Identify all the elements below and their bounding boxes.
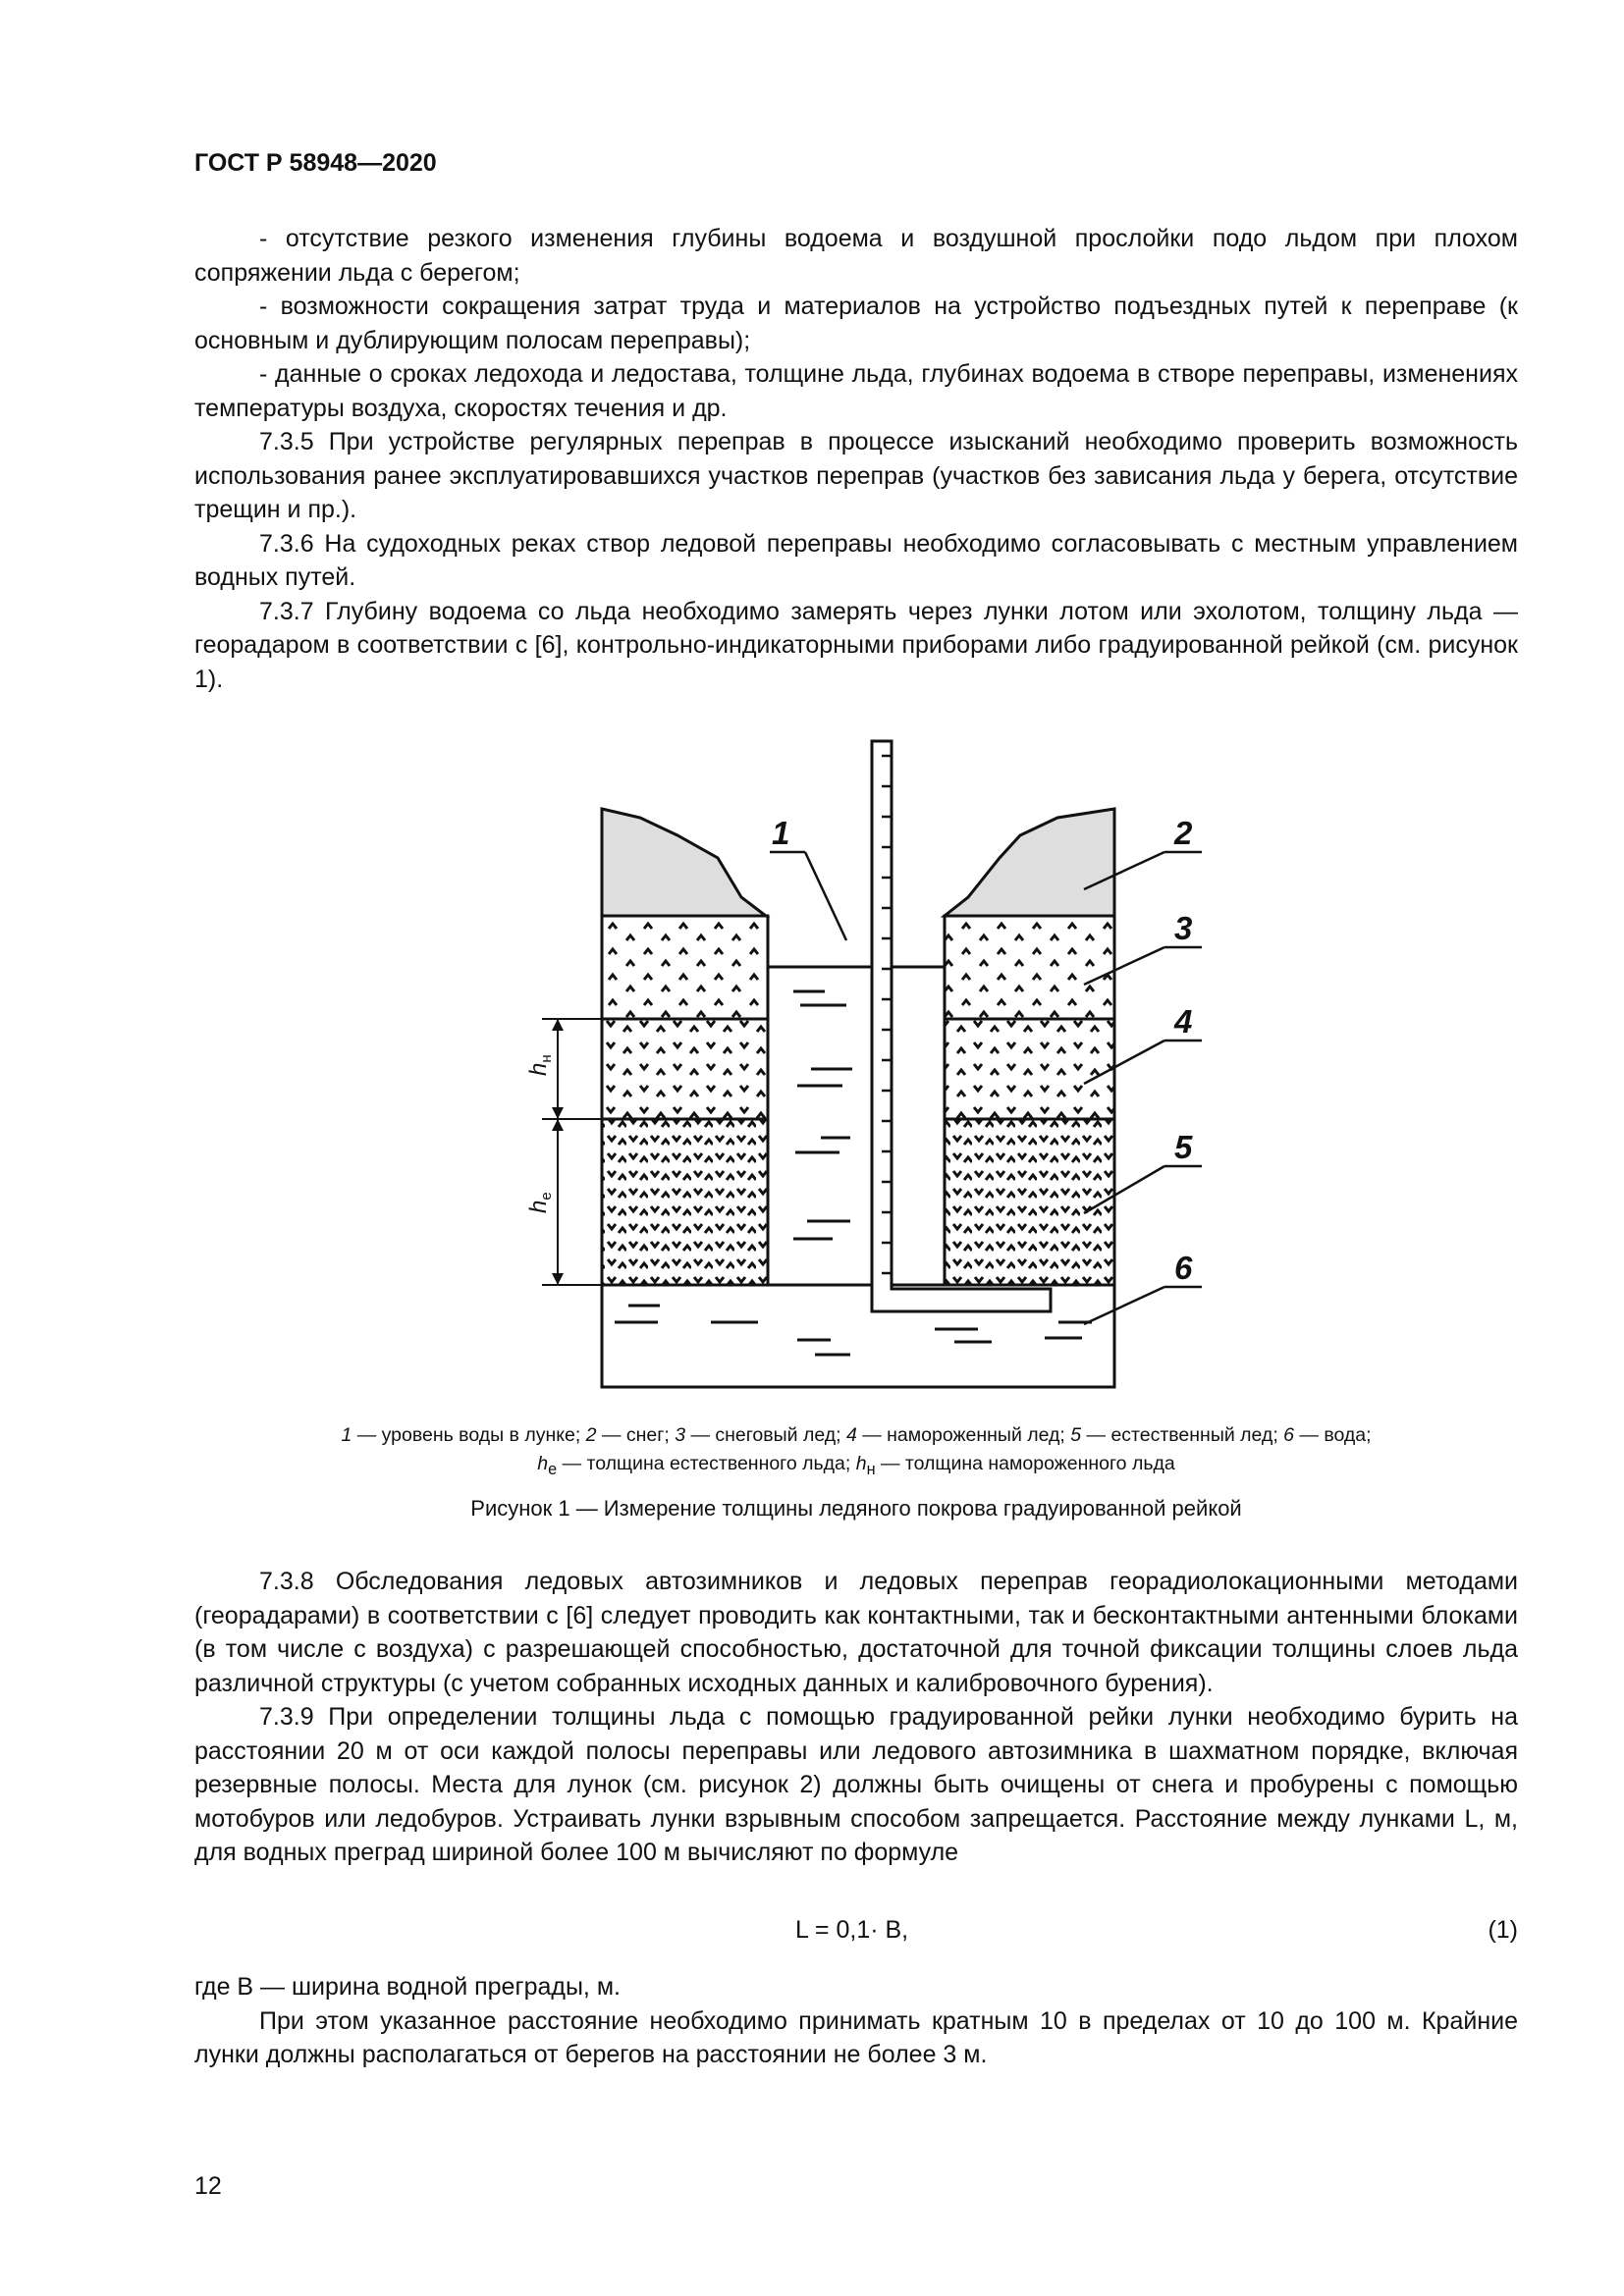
- dim-label-h-frozen: $h_н$: [525, 1054, 555, 1076]
- snow-ice-right: [945, 916, 1114, 1019]
- snow-right: [945, 809, 1114, 916]
- paragraph: 7.3.8 Обследования ледовых автозимников и ледовых переправ георадиолокационными методами (георадарами) в соответствии с [6] следует проводить как контактными, так и бесконтактными антенными блоками (в том числе с воздуха) с разрешающей способностью, достаточной для точной фиксации толщины слоев льда различной структуры (с учетом собранных исходных данных и калибровочного бурения).: [194, 1568, 1518, 1697]
- left-ice-column: [602, 809, 768, 1285]
- snow-ice-left: [602, 916, 768, 1019]
- paragraph: При этом указанное расстояние необходимо принимать кратным 10 в пределах от 10 до 100 м. Крайние лунки должны располагаться от берегов на расстоянии не более 3 м.: [194, 2006, 1518, 2068]
- label-6: 6: [1174, 1250, 1193, 1286]
- label-5: 5: [1174, 1129, 1193, 1165]
- formula-number: (1): [1488, 1916, 1518, 1944]
- paragraph: 7.3.7 Глубину водоема со льда необходимо замерять через лунки лотом или эхолотом, толщину льда — георадаром в соответствии с [6], контрольно-индикаторными приборами либо градуированной рейкой (см. рисунок 1).: [194, 597, 1518, 693]
- paragraph: - данные о сроках ледохода и ледостава, толщине льда, глубинах водоема в створе переправы, изменениях температуры воздуха, скоростях течения и др.: [194, 360, 1518, 422]
- body-text-end: [194, 1970, 1518, 2072]
- label-4: 4: [1174, 1003, 1193, 1040]
- label-1: 1: [772, 815, 790, 851]
- frozen-ice-left: [602, 1019, 768, 1119]
- figure-legend: [194, 1421, 1518, 1484]
- paragraph: 7.3.5 При устройстве регулярных переправ в процессе изысканий необходимо проверить возможность использования ранее эксплуатировавшихся участков переправ (участков без зависания льда у берега, отсутствие трещин и пр.).: [194, 428, 1518, 523]
- label-3: 3: [1174, 910, 1193, 946]
- frozen-ice-right: [945, 1019, 1114, 1119]
- legend-line-1: 1 — уровень воды в лунке; 2 — снег; 3 — снеговый лед; 4 — намороженный лед; 5 — естественный лед; 6 — вода;: [341, 1424, 1372, 1446]
- natural-ice-left: [602, 1119, 768, 1285]
- page-number: 12: [194, 2172, 222, 2200]
- dimension-lines: [525, 1019, 602, 1285]
- natural-ice-right: [945, 1119, 1114, 1285]
- figure-caption: Рисунок 1 — Измерение толщины ледяного покрова градуированной рейкой: [470, 1496, 1242, 1521]
- formula: L = 0,1· B,: [795, 1916, 909, 1944]
- paragraph: 7.3.9 При определении толщины льда с помощью градуированной рейки лунки необходимо бурить на расстоянии 20 м от оси каждой полосы переправы или ледового автозимника в шахматном порядке, включая резервные полосы. Места для лунок (см. рисунок 2) должны быть очищены от снега и пробурены с помощью мотобуров или ледобуров. Устраивать лунки взрывным способом запрещается. Расстояние между лунками L, м, для водных преград шириной более 100 м вычисляют по формуле: [194, 1703, 1518, 1866]
- dim-label-h-natural: $h_е$: [525, 1192, 555, 1213]
- paragraph: 7.3.6 На судоходных реках створ ледовой переправы необходимо согласовывать с местным управлением водных путей.: [194, 529, 1518, 591]
- paragraph: - отсутствие резкого изменения глубины водоема и воздушной прослойки подо льдом при плохом сопряжении льда с берегом;: [194, 225, 1518, 287]
- body-text-bottom: [194, 1565, 1518, 1870]
- snow-left: [602, 809, 766, 916]
- document-header: ГОСТ Р 58948—2020: [194, 149, 437, 177]
- right-ice-column: [945, 809, 1114, 1285]
- paragraph: где B — ширина водной преграды, м.: [194, 1973, 621, 2001]
- paragraph: - возможности сокращения затрат труда и материалов на устройство подъездных путей к переправе (к основным и дублирующим полосам переправы);: [194, 293, 1518, 354]
- label-2: 2: [1174, 815, 1193, 851]
- legend-line-2: $h_е$ — толщина естественного льда; $h_н$ — толщина намороженного льда: [537, 1453, 1175, 1478]
